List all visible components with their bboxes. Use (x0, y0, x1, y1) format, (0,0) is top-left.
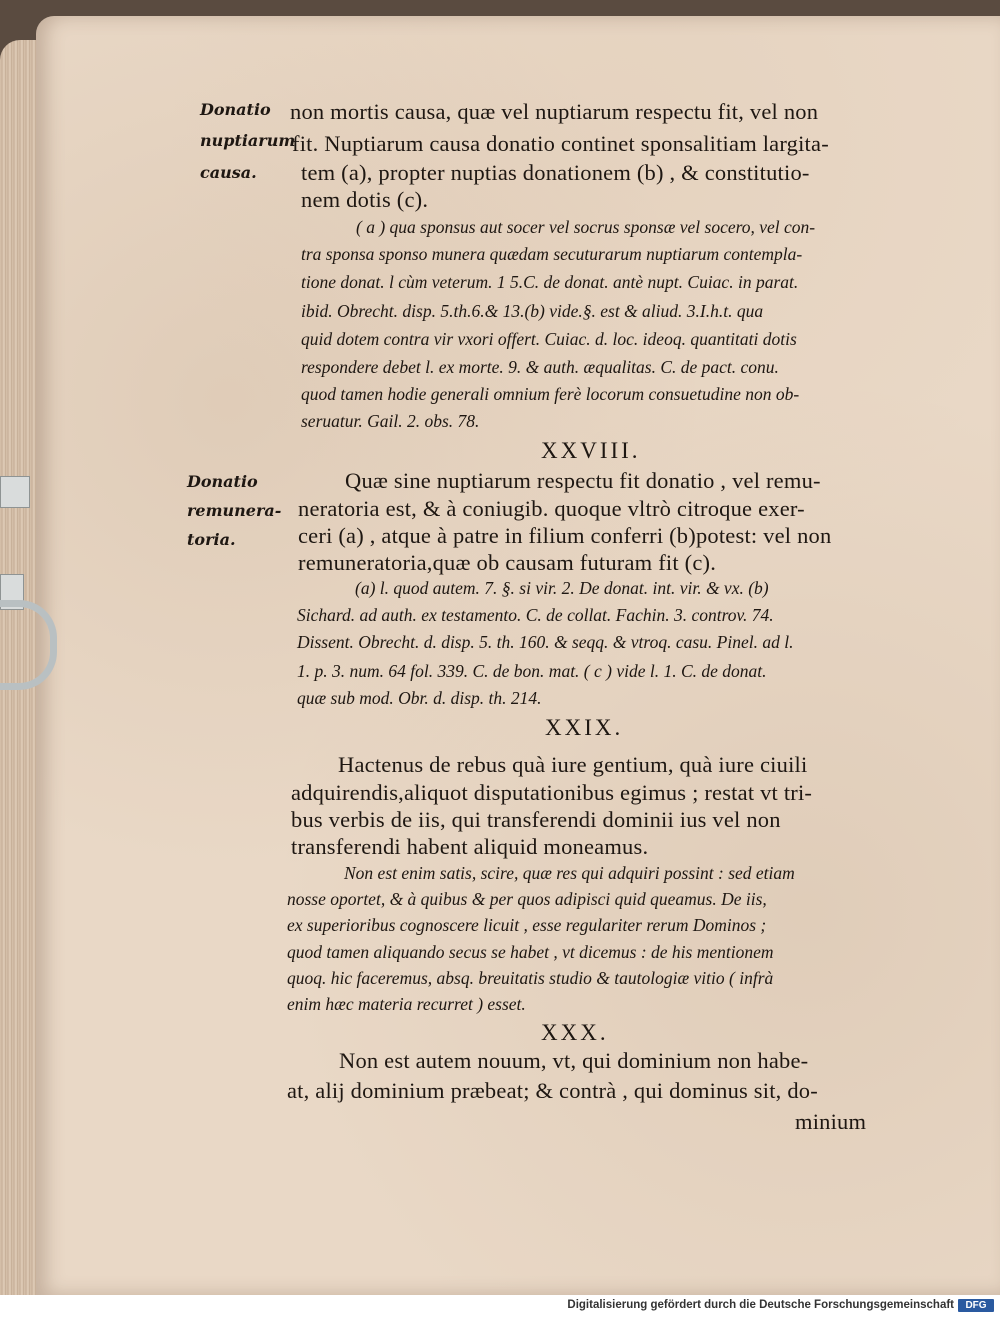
dfg-logo-icon: DFG (958, 1299, 994, 1312)
footnote-line: Sichard. ad auth. ex testamento. C. de collat. Fachin. 3. controv. 74. (297, 605, 774, 625)
body-text-line: nem dotis (c). (301, 187, 429, 212)
digitization-footer (0, 1295, 1000, 1317)
footnote-line: ( a ) qua sponsus aut socer vel socrus sponsæ vel socero, vel con- (356, 217, 816, 237)
margin-note-line: nuptiarum (200, 131, 296, 150)
margin-note-line: Donatio (200, 100, 271, 119)
section-heading: XXVIII. (541, 438, 641, 463)
body-text-line: Hactenus de rebus quà iure gentium, quà iure ciuili (338, 752, 808, 777)
footnote-line: seruatur. Gail. 2. obs. 78. (301, 411, 480, 431)
body-text-line: fit. Nuptiarum causa donatio continet sponsalitiam largita- (292, 131, 829, 156)
funding-credit: Digitalisierung gefördert durch die Deutsche Forschungsgemeinschaft (567, 1299, 954, 1311)
footnote-line: respondere debet l. ex morte. 9. & auth. æqualitas. C. de pact. conu. (301, 357, 779, 377)
footnote-line: quoq. hic faceremus, absq. breuitatis studio & tautologiæ vitio ( infrà (287, 968, 774, 988)
margin-note-line: causa. (200, 163, 257, 182)
catchword: minium (795, 1109, 867, 1134)
footnote-line: Dissent. Obrecht. d. disp. 5. th. 160. & seqq. & vtroq. casu. Pinel. ad l. (297, 632, 794, 652)
margin-note-line: toria. (187, 530, 236, 549)
footnote-line: quod tamen aliquando secus se habet , vt dicemus : de his mentionem (287, 942, 774, 962)
footnote-line: tione donat. l cùm veterum. 1 5.C. de donat. antè nupt. Cuiac. in parat. (301, 272, 799, 292)
footnote-line: 1. p. 3. num. 64 fol. 339. C. de bon. mat. ( c ) vide l. 1. C. de donat. (297, 661, 767, 681)
section-heading: XXIX. (545, 715, 624, 740)
section-heading: XXX. (541, 1020, 609, 1045)
footnote-line: quod tamen hodie generali omnium ferè locorum consuetudine non ob- (301, 384, 800, 404)
body-text-line: non mortis causa, quæ vel nuptiarum respectu fit, vel non (290, 99, 819, 124)
body-text-line: Quæ sine nuptiarum respectu fit donatio , vel remu- (345, 468, 821, 493)
footnote-line: enim hæc materia recurret ) esset. (287, 994, 526, 1014)
footnote-line: Non est enim satis, scire, quæ res qui adquiri possint : sed etiam (344, 863, 795, 883)
margin-note-line: remunera- (187, 501, 282, 520)
footnote-line: ex superioribus cognoscere licuit , esse regulariter rerum Dominos ; (287, 915, 767, 935)
footnote-line: quæ sub mod. Obr. d. disp. th. 214. (297, 688, 542, 708)
footnote-line: nosse oportet, & à quibus & per quos adipisci quid queamus. De iis, (287, 889, 767, 909)
footnote-line: ibid. Obrecht. disp. 5.th.6.& 13.(b) vide.§. est & aliud. 3.I.h.t. qua (301, 301, 764, 321)
page-clip-top (0, 476, 30, 508)
footnote-line: (a) l. quod autem. 7. §. si vir. 2. De donat. int. vir. & vx. (b) (355, 578, 769, 598)
body-text-line: transferendi habent aliquid moneamus. (291, 834, 649, 859)
footnote-line: tra sponsa sponso munera quædam secuturarum nuptiarum contempla- (301, 244, 803, 264)
margin-note-line: Donatio (187, 472, 258, 491)
body-text-line: Non est autem nouum, vt, qui dominium non habe- (339, 1048, 809, 1073)
body-text-line: remuneratoria,quæ ob causam futuram fit (c). (298, 550, 717, 575)
body-text-line: bus verbis de iis, qui transferendi dominii ius vel non (291, 807, 781, 832)
body-text-line: tem (a), propter nuptias donationem (b) , & constitutio- (301, 160, 810, 185)
body-text-line: at, alij dominium præbeat; & contrà , qui dominus sit, do- (287, 1078, 818, 1103)
body-text-line: adquirendis,aliquot disputationibus egimus ; restat vt tri- (291, 780, 813, 805)
body-text-line: ceri (a) , atque à patre in filium conferri (b)potest: vel non (298, 523, 832, 548)
body-text-line: neratoria est, & à coniugib. quoque vltrò citroque exer- (298, 496, 805, 521)
footnote-line: quid dotem contra vir vxori offert. Cuiac. d. loc. ideoq. quantitati dotis (301, 329, 797, 349)
